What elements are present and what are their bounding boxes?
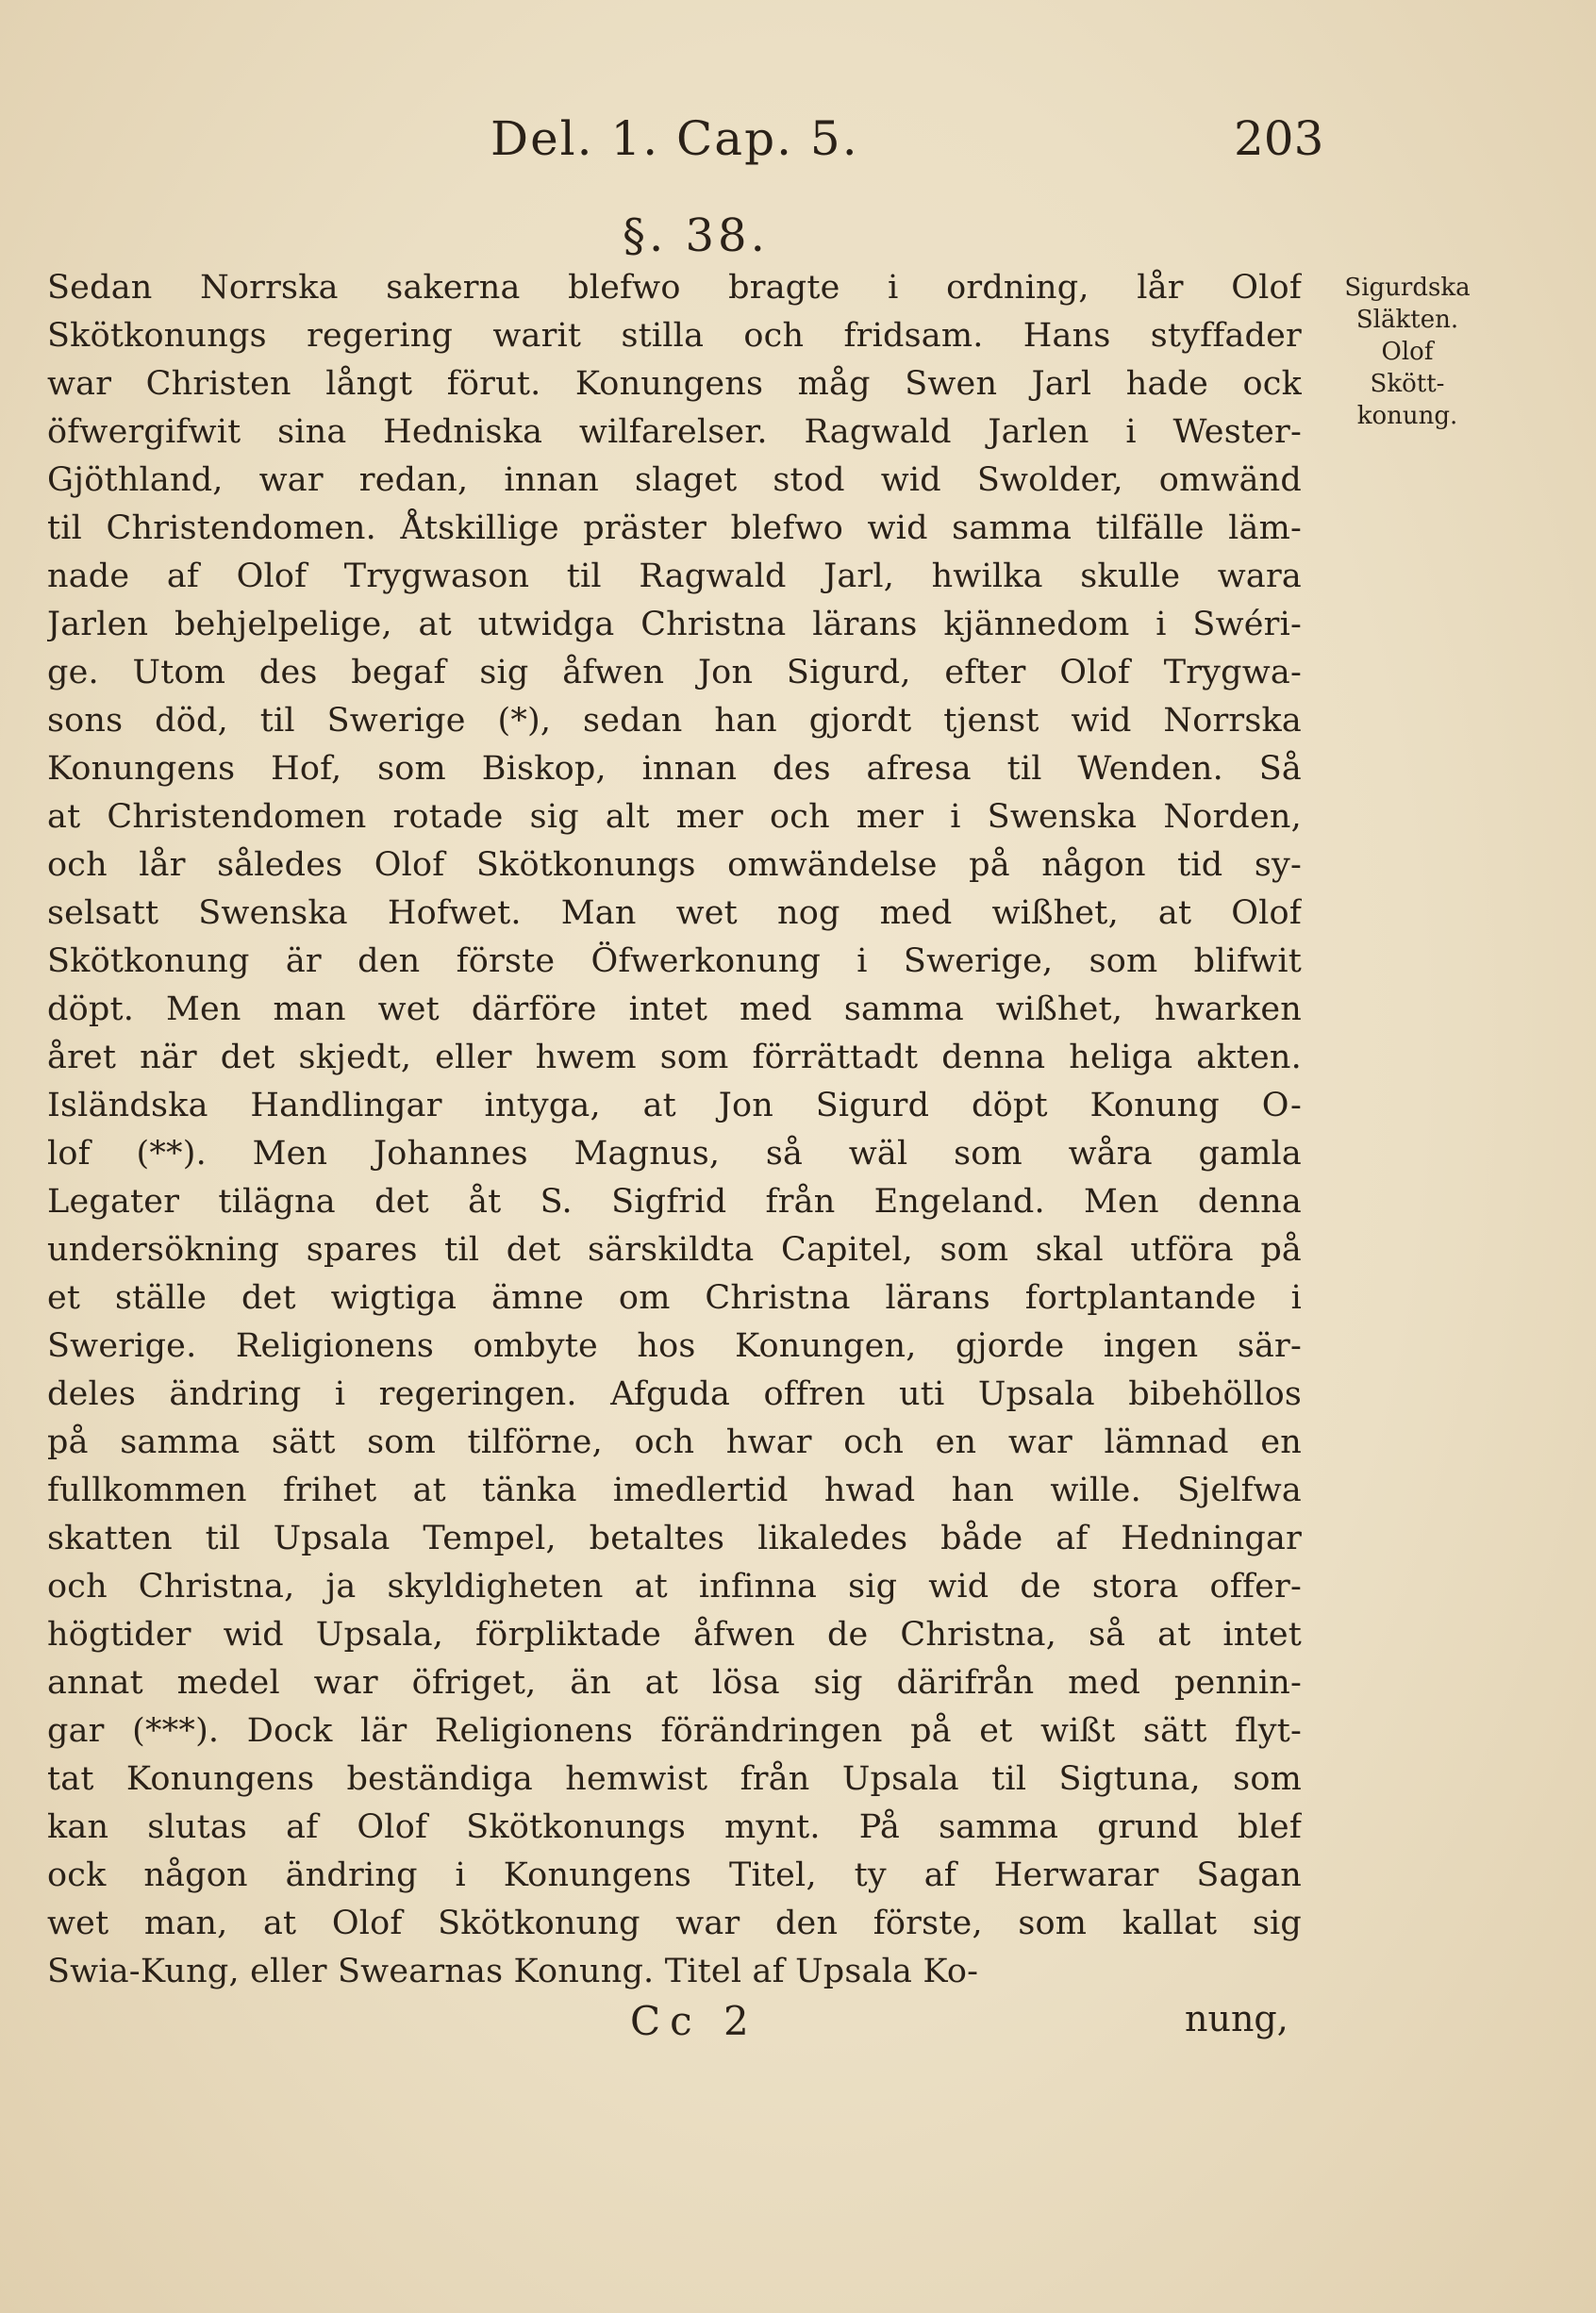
text-line: Legater tilägna det åt S. Sigfrid från Engeland. Men denna: [47, 1183, 1302, 1221]
text-line: Swia-Kung, eller Swearnas Konung. Titel af Upsala Ko-: [47, 1953, 979, 1990]
text-line: ge. Utom des begaf sig åfwen Jon Sigurd, efter Olof Trygwa-: [47, 654, 1302, 691]
section-number: §. 38.: [623, 209, 769, 262]
text-line: och lår således Olof Skötkonungs omwändelse på någon tid sy-: [47, 846, 1302, 884]
text-line: sons död, til Swerige (*), sedan han gjordt tjenst wid Norrska: [47, 702, 1302, 740]
text-line: året när det skjedt, eller hwem som förrättadt denna heliga akten.: [47, 1039, 1302, 1076]
text-line: Isländska Handlingar intyga, at Jon Sigurd döpt Konung O-: [47, 1087, 1302, 1124]
text-line: och Christna, ja skyldigheten at infinna sig wid de stora offer-: [47, 1568, 1302, 1606]
text-line: wet man, at Olof Skötkonung war den förste, som kallat sig: [47, 1905, 1302, 1942]
text-line: deles ändring i regeringen. Afguda offren uti Upsala bibehöllos: [47, 1375, 1302, 1413]
text-line: Swerige. Religionens ombyte hos Konungen, gjorde ingen sär-: [47, 1327, 1302, 1365]
body-text: [47, 264, 1302, 1996]
margin-note-line: Skött-: [1370, 370, 1445, 398]
text-line: annat medel war öfriget, än at lösa sig därifrån med pennin-: [47, 1664, 1302, 1702]
text-line: fullkommen frihet at tänka imedlertid hwad han wille. Sjelfwa: [47, 1472, 1302, 1509]
text-line: Konungens Hof, som Biskop, innan des afresa til Wenden. Så: [47, 750, 1302, 788]
margin-note-line: Sigurdska: [1344, 274, 1471, 302]
text-line: kan slutas af Olof Skötkonungs mynt. På samma grund blef: [47, 1808, 1302, 1846]
text-line: Gjöthland, war redan, innan slaget stod wid Swolder, omwänd: [47, 461, 1302, 499]
text-line: Skötkonungs regering warit stilla och fridsam. Hans styffader: [47, 317, 1302, 355]
text-line: döpt. Men man wet därföre intet med samma wißhet, hwarken: [47, 990, 1302, 1028]
printer-signature: Cc 2: [630, 1998, 758, 2044]
running-head: Del. 1. Cap. 5.: [490, 111, 859, 166]
text-line: selsatt Swenska Hofwet. Man wet nog med wißhet, at Olof: [47, 894, 1302, 932]
text-line: skatten til Upsala Tempel, betaltes likaledes både af Hedningar: [47, 1520, 1302, 1557]
text-line: nade af Olof Trygwason til Ragwald Jarl, hwilka skulle wara: [47, 557, 1302, 595]
text-line: på samma sätt som tilförne, och hwar och en war lämnad en: [47, 1423, 1302, 1461]
text-line: öfwergifwit sina Hedniska wilfarelser. Ragwald Jarlen i Wester-: [47, 413, 1302, 451]
text-line: war Christen långt förut. Konungens måg Swen Jarl hade ock: [47, 365, 1302, 403]
text-line: Sedan Norrska sakerna blefwo bragte i ordning, lår Olof: [47, 269, 1302, 307]
text-line: at Christendomen rotade sig alt mer och mer i Swenska Norden,: [47, 798, 1302, 836]
text-line: gar (***). Dock lär Religionens förändringen på et wißt sätt flyt-: [47, 1712, 1302, 1750]
margin-note-line: konung.: [1356, 402, 1458, 430]
text-line: tat Konungens beständiga hemwist från Upsala til Sigtuna, som: [47, 1760, 1302, 1798]
margin-note-line: Släkten.: [1355, 306, 1459, 334]
text-line: Jarlen behjelpelige, at utwidga Christna lärans kjännedom i Swéri-: [47, 606, 1302, 643]
page-footer: [0, 1998, 1596, 2055]
text-line: et ställe det wigtiga ämne om Christna lärans fortplantande i: [47, 1279, 1302, 1317]
text-line: ock någon ändring i Konungens Titel, ty af Herwarar Sagan: [47, 1856, 1302, 1894]
text-line: lof (**). Men Johannes Magnus, så wäl som wåra gamla: [47, 1135, 1302, 1173]
page-number: 203: [1234, 111, 1324, 166]
page-header: [0, 111, 1596, 177]
catchword: nung,: [1185, 1998, 1288, 2039]
text-line: undersökning spares til det särskildta Capitel, som skal utföra på: [47, 1231, 1302, 1269]
margin-note: [1313, 272, 1502, 432]
text-line: högtider wid Upsala, förpliktade åfwen de Christna, så at intet: [47, 1616, 1302, 1654]
margin-note-line: Olof: [1381, 338, 1434, 366]
text-line: Skötkonung är den förste Öfwerkonung i Swerige, som blifwit: [47, 942, 1302, 980]
text-line: til Christendomen. Åtskillige präster blefwo wid samma tilfälle läm-: [47, 509, 1302, 547]
